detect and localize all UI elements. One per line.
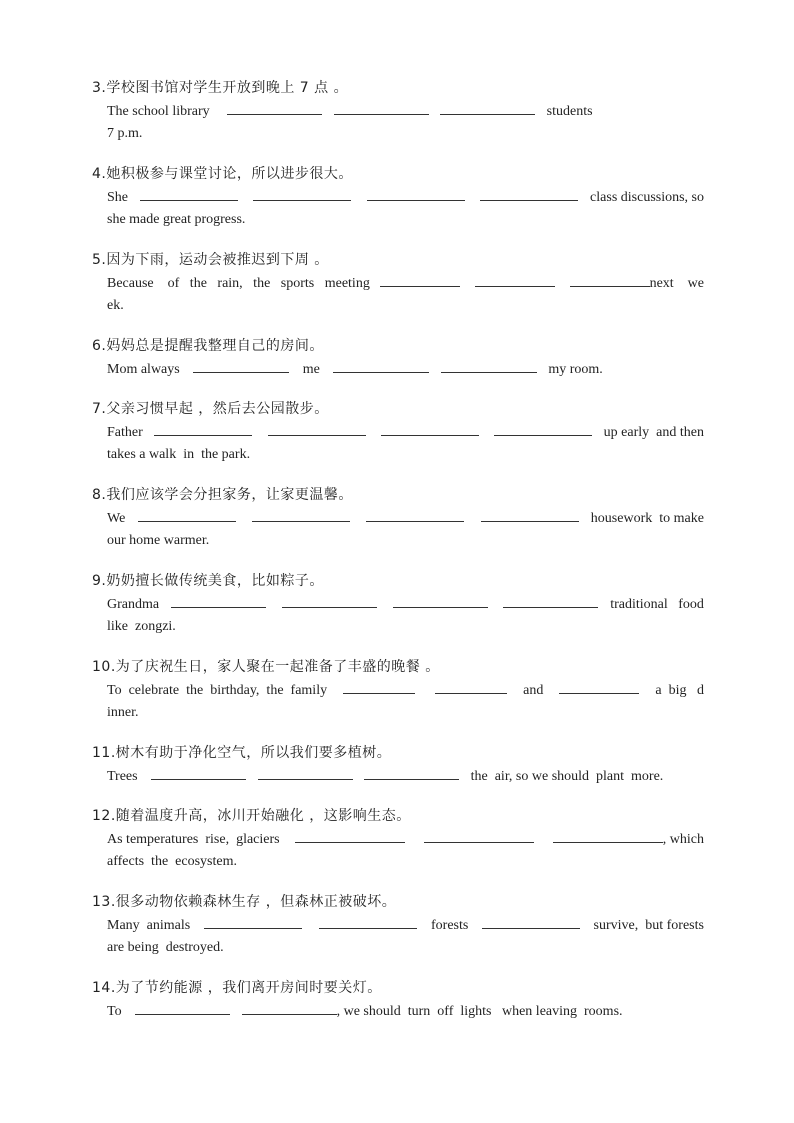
answer-blank[interactable]	[424, 828, 534, 843]
question-9-chinese: 9.奶奶擅长做传统美食，比如粽子。	[92, 573, 324, 589]
question-14-chinese: 14.为了节约能源 ，我们离开房间时要关灯。	[92, 980, 382, 996]
question-8-english: We housework to make our home warmer.	[107, 507, 704, 552]
answer-blank[interactable]	[333, 358, 429, 373]
answer-blank[interactable]	[227, 100, 322, 115]
question-13-english: Many animals forests survive, but forests are being destroyed.	[107, 914, 704, 959]
answer-blank[interactable]	[393, 593, 488, 608]
answer-blank[interactable]	[481, 507, 579, 522]
question-6	[92, 336, 704, 381]
answer-blank[interactable]	[475, 272, 555, 287]
question-9-english: Grandma traditional food like zongzi.	[107, 593, 704, 638]
answer-blank[interactable]	[154, 421, 252, 436]
answer-blank[interactable]	[553, 828, 663, 843]
answer-blank[interactable]	[193, 358, 289, 373]
answer-blank[interactable]	[334, 100, 429, 115]
answer-blank[interactable]	[252, 507, 350, 522]
answer-blank[interactable]	[343, 679, 415, 694]
question-8-chinese: 8.我们应该学会分担家务，让家更温馨。	[92, 487, 353, 503]
answer-blank[interactable]	[138, 507, 236, 522]
question-8	[92, 485, 704, 552]
answer-blank[interactable]	[204, 914, 302, 929]
question-10	[92, 657, 704, 724]
question-7	[92, 399, 704, 466]
answer-blank[interactable]	[380, 272, 460, 287]
answer-blank[interactable]	[559, 679, 639, 694]
question-12-english: As temperatures rise, glaciers , which affects the ecosystem.	[107, 828, 704, 873]
answer-blank[interactable]	[480, 186, 578, 201]
answer-blank[interactable]	[319, 914, 417, 929]
answer-blank[interactable]	[482, 914, 580, 929]
question-12	[92, 806, 704, 873]
answer-blank[interactable]	[494, 421, 592, 436]
question-13	[92, 892, 704, 959]
answer-blank[interactable]	[140, 186, 238, 201]
answer-blank[interactable]	[282, 593, 377, 608]
answer-blank[interactable]	[135, 1000, 230, 1015]
answer-blank[interactable]	[364, 765, 459, 780]
question-7-chinese: 7.父亲习惯早起 ，然后去公园散步。	[92, 401, 329, 417]
question-7-english: Father up early and then takes a walk in the park.	[107, 421, 704, 466]
question-11	[92, 743, 704, 788]
answer-blank[interactable]	[381, 421, 479, 436]
question-14-english: To , we should turn off lights when leaving rooms.	[107, 1000, 704, 1023]
question-9	[92, 571, 704, 638]
question-3-chinese: 3.学校图书馆对学生开放到晚上 7 点 。	[92, 80, 349, 96]
answer-blank[interactable]	[440, 100, 535, 115]
question-6-english: Mom always me my room.	[107, 358, 704, 381]
answer-blank[interactable]	[151, 765, 246, 780]
answer-blank[interactable]	[441, 358, 537, 373]
question-4	[92, 164, 704, 231]
question-6-chinese: 6.妈妈总是提醒我整理自己的房间。	[92, 338, 324, 354]
answer-blank[interactable]	[295, 828, 405, 843]
question-5	[92, 250, 704, 317]
answer-blank[interactable]	[268, 421, 366, 436]
question-12-chinese: 12.随着温度升高，冰川开始融化 ，这影响生态。	[92, 808, 411, 824]
question-3	[92, 78, 704, 145]
answer-blank[interactable]	[367, 186, 465, 201]
question-14	[92, 978, 704, 1023]
answer-blank[interactable]	[503, 593, 598, 608]
answer-blank[interactable]	[435, 679, 507, 694]
answer-blank[interactable]	[258, 765, 353, 780]
question-5-chinese: 5.因为下雨，运动会被推迟到下周 。	[92, 252, 329, 268]
answer-blank[interactable]	[242, 1000, 337, 1015]
question-13-chinese: 13.很多动物依赖森林生存 ，但森林正被破坏。	[92, 894, 397, 910]
question-10-english: To celebrate the birthday, the family and a big d inner.	[107, 679, 704, 724]
question-4-english: She class discussions, so she made great progress.	[107, 186, 704, 231]
answer-blank[interactable]	[253, 186, 351, 201]
question-5-english: Because of the rain, the sports meeting next we ek.	[107, 272, 704, 317]
question-11-english: Trees the air, so we should plant more.	[107, 765, 704, 788]
answer-blank[interactable]	[171, 593, 266, 608]
question-10-chinese: 10.为了庆祝生日，家人聚在一起准备了丰盛的晚餐 。	[92, 659, 440, 675]
question-11-chinese: 11.树木有助于净化空气，所以我们要多植树。	[92, 745, 392, 761]
question-4-chinese: 4.她积极参与课堂讨论，所以进步很大。	[92, 166, 353, 182]
question-3-english: The school library students 7 p.m.	[107, 100, 704, 145]
answer-blank[interactable]	[570, 272, 650, 287]
answer-blank[interactable]	[366, 507, 464, 522]
